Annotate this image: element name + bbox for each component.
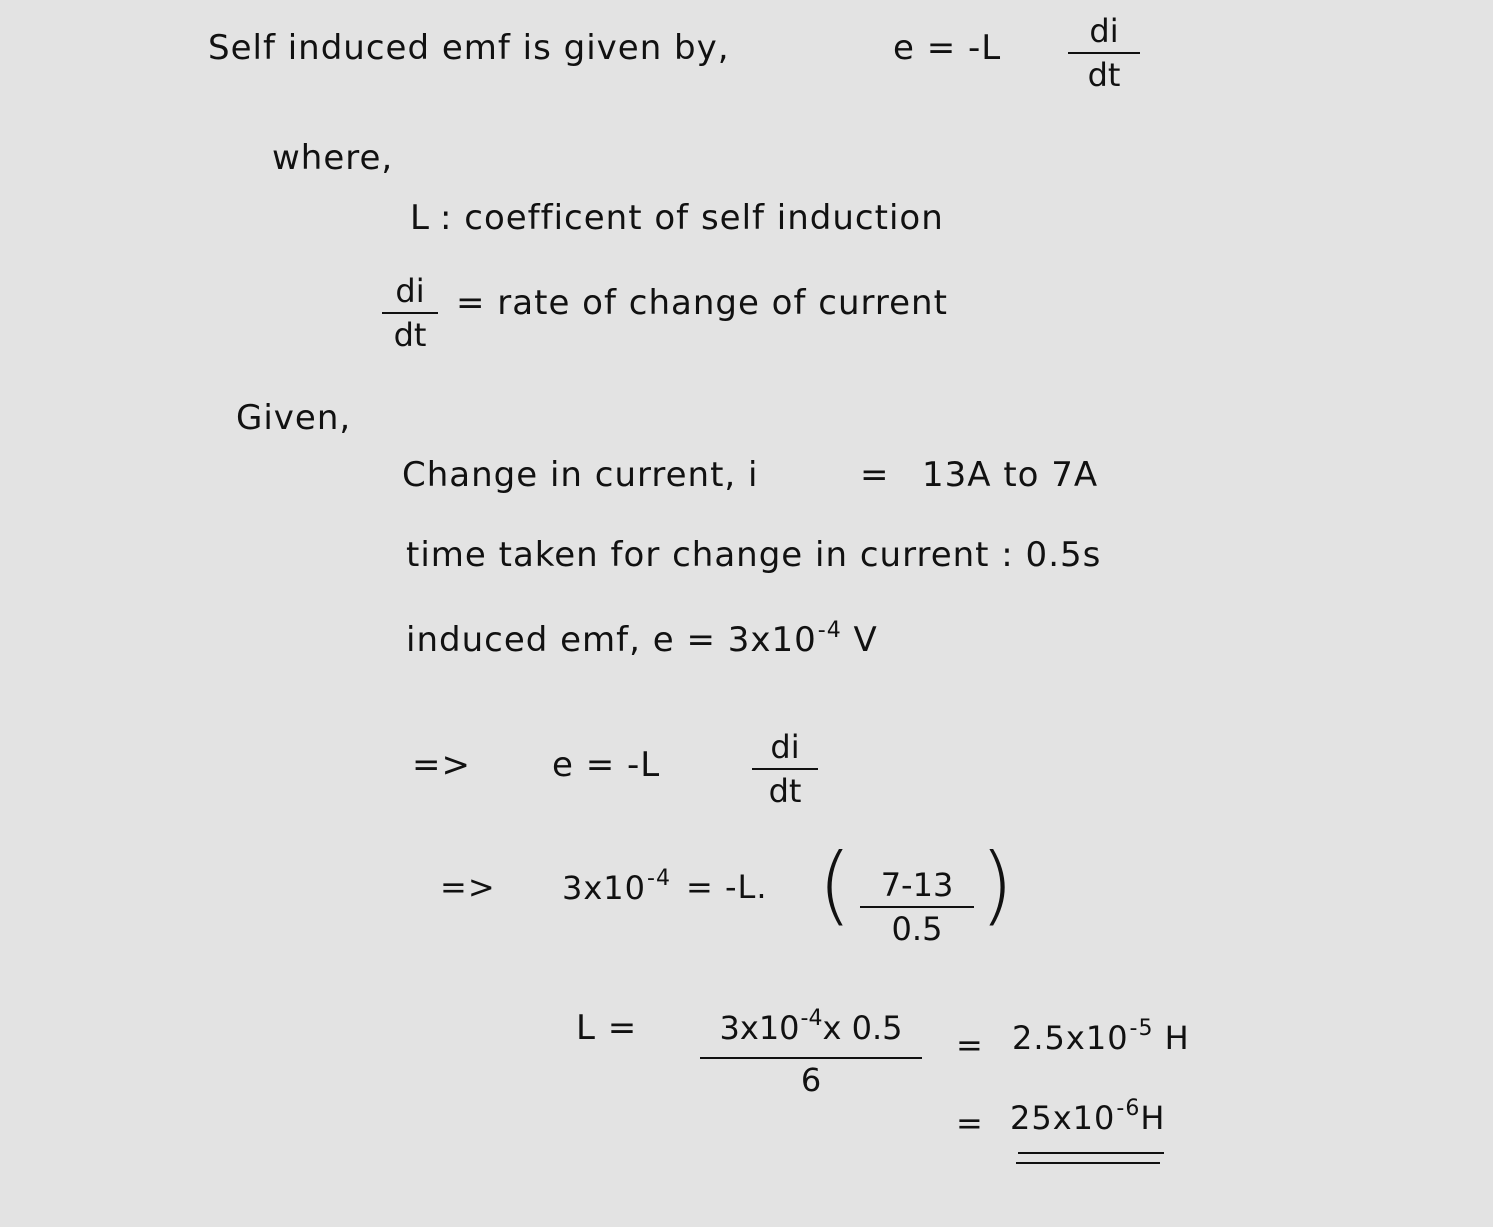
step3-equals-1: =: [956, 1026, 984, 1064]
step3-fraction-numerator: [700, 1000, 922, 1047]
result-1-exponent: -5: [1129, 1016, 1154, 1041]
step2-fraction: [860, 866, 974, 948]
step2-lhs-base: 3x10: [562, 869, 647, 907]
rate-fraction-numerator: di: [395, 272, 425, 310]
step3-num-exponent: -4: [800, 1006, 823, 1031]
left-parenthesis: (: [818, 835, 852, 935]
emf-base: induced emf, e = 3x10: [406, 620, 817, 660]
right-parenthesis: ): [980, 835, 1014, 935]
result-1: [1012, 1016, 1190, 1057]
step3-fraction-denominator: 6: [800, 1061, 822, 1099]
intro-formula-lhs: e = -L: [893, 28, 1002, 68]
final-result-exponent: -6: [1116, 1096, 1141, 1121]
step2-lhs: [562, 866, 671, 907]
result-1-unit: H: [1164, 1019, 1190, 1057]
fraction-bar: [382, 312, 438, 314]
rate-fraction-denominator: dt: [393, 316, 427, 354]
intro-text: Self induced emf is given by,: [208, 28, 730, 68]
fraction-bar: [752, 768, 818, 770]
rate-description: = rate of change of current: [456, 283, 948, 323]
step3-equals-2: =: [956, 1104, 984, 1142]
final-result-unit: H: [1140, 1099, 1166, 1137]
final-result-base: 25x10: [1010, 1099, 1116, 1137]
step1-fraction-denominator: dt: [768, 772, 802, 810]
fraction-bar: [860, 906, 974, 908]
intro-fraction-numerator: di: [1089, 12, 1119, 50]
rate-fraction: [382, 272, 438, 354]
L-symbol: L: [410, 198, 430, 238]
step1-arrow: =>: [412, 745, 471, 785]
given-label: Given,: [236, 398, 352, 438]
step3-num-tail: x 0.5: [822, 1009, 903, 1047]
L-description: : coefficent of self induction: [440, 198, 944, 238]
intro-fraction-denominator: dt: [1087, 56, 1121, 94]
step2-fraction-denominator: 0.5: [891, 910, 943, 948]
step3-fraction: [700, 1000, 922, 1099]
change-label: Change in current, i: [402, 455, 759, 495]
step3-num-base: 3x10: [719, 1009, 800, 1047]
final-result: [1010, 1096, 1165, 1137]
change-equals: =: [860, 455, 890, 495]
step1-fraction-numerator: di: [770, 728, 800, 766]
answer-underline: [1018, 1152, 1164, 1154]
step2-arrow: =>: [440, 868, 496, 906]
step1-lhs: e = -L: [552, 745, 661, 785]
fraction-bar: [1068, 52, 1140, 54]
fraction-bar: [700, 1057, 922, 1059]
change-value: 13A to 7A: [922, 455, 1099, 495]
step2-lhs-exponent: -4: [647, 866, 671, 891]
step1-fraction: [752, 728, 818, 810]
result-1-base: 2.5x10: [1012, 1019, 1129, 1057]
time-text: time taken for change in current : 0.5s: [406, 535, 1102, 575]
where-label: where,: [272, 138, 394, 178]
emf-unit: V: [853, 620, 878, 660]
step2-fraction-numerator: 7-13: [880, 866, 954, 904]
step2-equals: = -L.: [686, 868, 768, 906]
answer-underline-double: [1016, 1162, 1160, 1164]
emf-exponent: -4: [817, 618, 842, 643]
emf-text: [406, 618, 878, 660]
intro-fraction: [1068, 12, 1140, 94]
step3-lhs: L =: [576, 1008, 638, 1048]
